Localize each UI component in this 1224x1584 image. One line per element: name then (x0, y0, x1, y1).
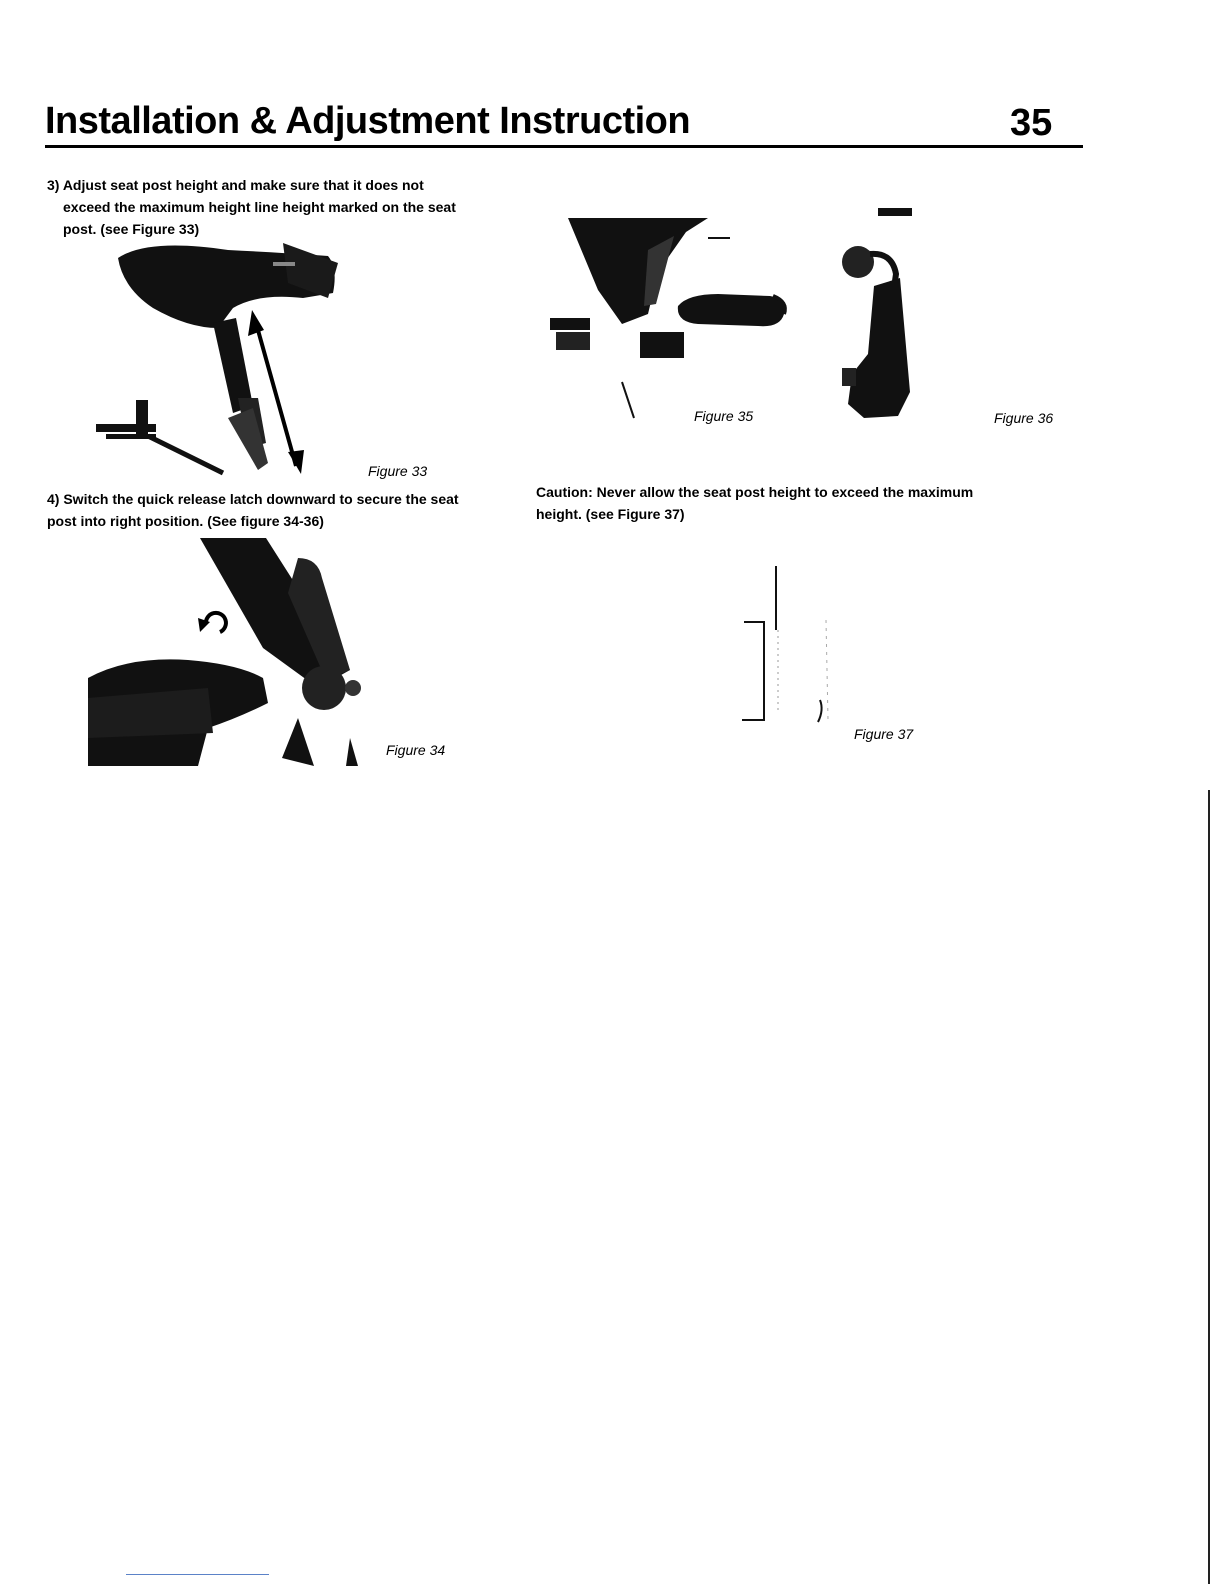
scan-edge-line (1208, 790, 1210, 1584)
figure-35-caption: Figure 35 (694, 408, 754, 424)
figure-34-image (88, 538, 378, 766)
step-4-line-2: post into right position. (See figure 34-36) (47, 513, 324, 529)
step-4-line-1: 4) Switch the quick release latch downward to secure the seat (47, 491, 459, 507)
caution-line-1: Caution: Never allow the seat post height to exceed the maximum (536, 484, 974, 500)
figure-33-caption: Figure 33 (368, 463, 428, 479)
caution-line-2: height. (see Figure 37) (536, 506, 685, 522)
figure-33-image (88, 238, 348, 478)
page-title: Installation & Adjustment Instruction (45, 100, 691, 142)
figure-36-caption: Figure 36 (994, 410, 1054, 426)
figure-34-caption: Figure 34 (386, 742, 446, 758)
figure-37-caption: Figure 37 (854, 726, 914, 742)
step-3-line-2: exceed the maximum height line height marked on the seat (63, 199, 456, 215)
header-rule (45, 145, 1083, 148)
step-3-line-1: 3) Adjust seat post height and make sure that it does not (47, 177, 424, 193)
figure-35-image (548, 214, 798, 424)
figure-37-image (738, 560, 848, 730)
footer-rule (126, 1574, 269, 1575)
step-3-line-3: post. (see Figure 33) (63, 221, 200, 237)
page-number: 35 (1010, 102, 1053, 144)
figure-36-image (828, 204, 958, 428)
